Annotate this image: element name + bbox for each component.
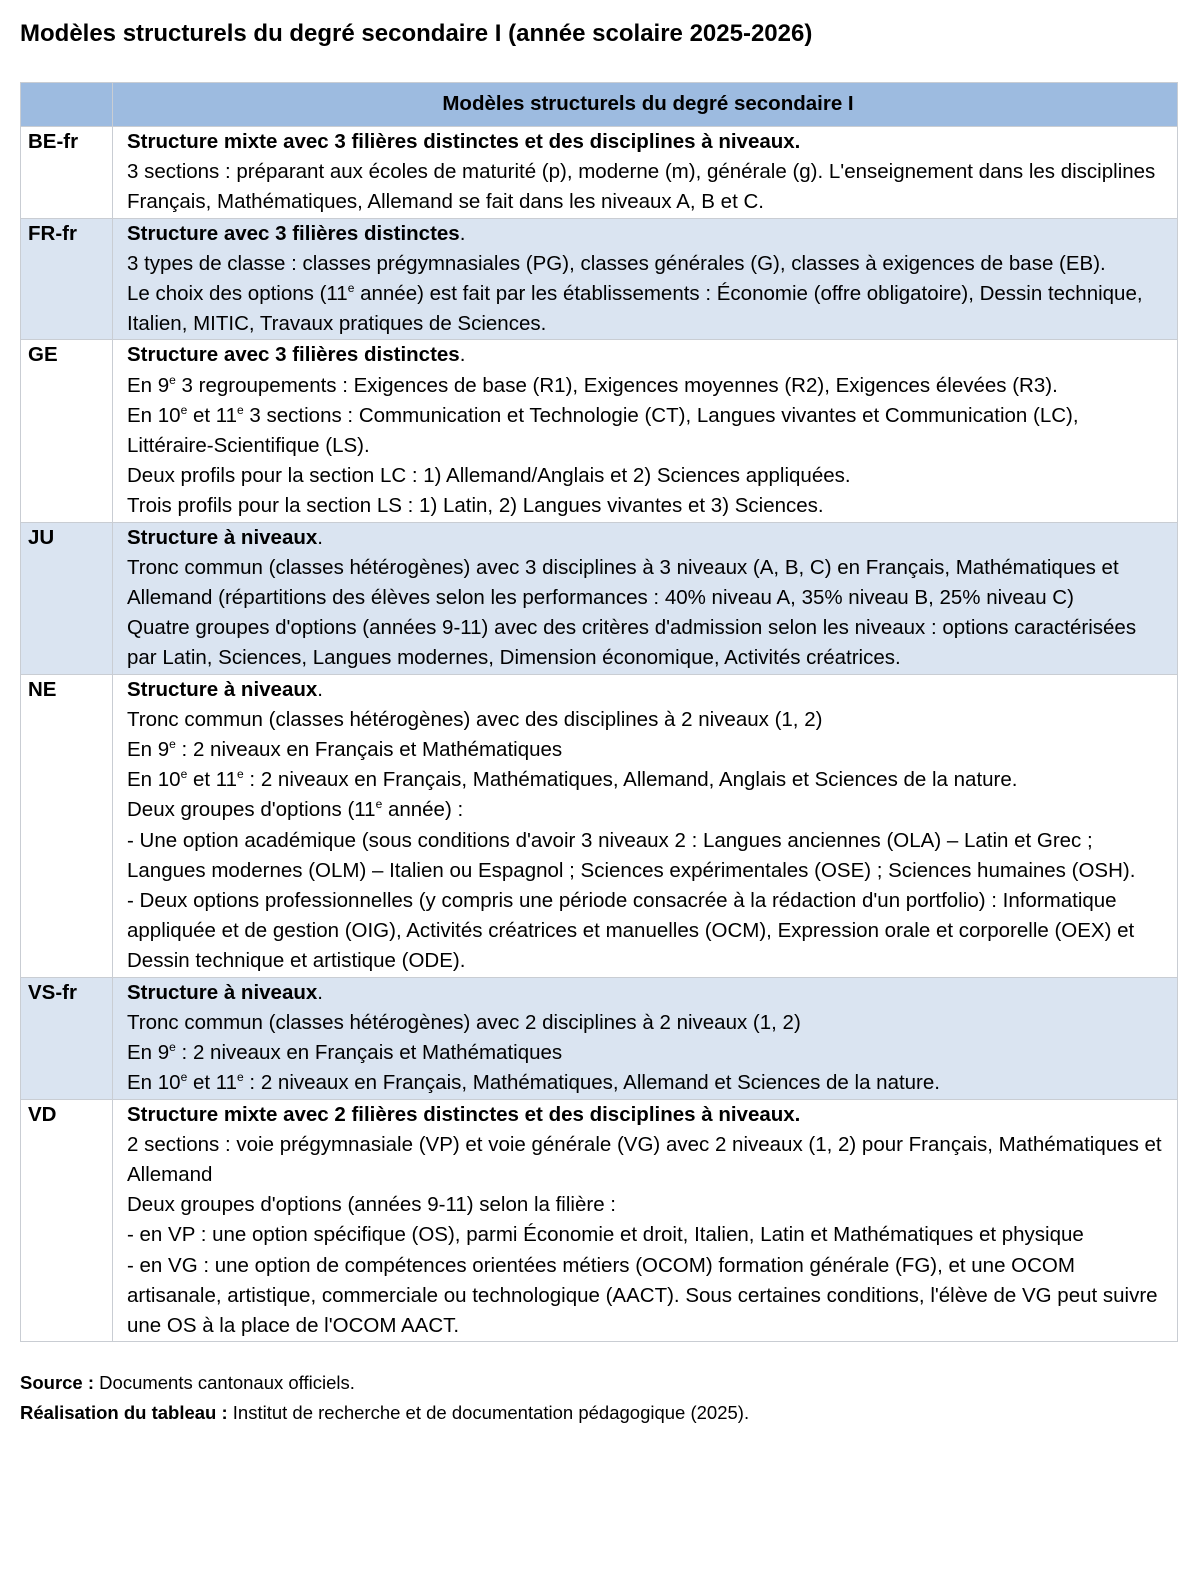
text-part: En 10 xyxy=(127,403,181,427)
source-text: Documents cantonaux officiels. xyxy=(94,1372,355,1394)
text-part: : 2 niveaux en Français et Mathématiques xyxy=(175,1041,563,1065)
table-row xyxy=(21,127,1178,219)
superscript: e xyxy=(237,403,244,417)
text-part: : 2 niveaux en Français et Mathématiques xyxy=(175,738,563,762)
description-line xyxy=(127,371,1169,401)
text-part: 3 sections : Communication et Technologie (CT), Langues vivantes et Communication (LC), Littéraire-Scientifique (LS). xyxy=(127,403,1079,458)
text-part: En 9 xyxy=(127,738,170,762)
table-row xyxy=(21,340,1178,522)
description-line: Quatre groupes d'options (années 9-11) avec des critères d'admission selon les niveaux : options caractérisées par Latin, Sciences, Langues modernes, Dimension économique, Activités créatrices. xyxy=(127,616,1137,670)
structure-lead: Structure mixte avec 3 filières distinctes et des disciplines à niveaux. xyxy=(127,130,801,153)
description-line: 3 types de classe : classes prégymnasiales (PG), classes générales (G), classes à exigences de base (EB). xyxy=(127,251,1106,275)
source-line xyxy=(20,1368,1178,1398)
credit-line xyxy=(20,1398,1178,1428)
description-line: 3 sections : préparant aux écoles de maturité (p), moderne (m), générale (g). L'enseignement dans les disciplines Français, Mathématiques, Allemand se fait dans les niveaux A, B et C. xyxy=(127,160,1156,214)
canton-cell: VS-fr xyxy=(21,977,113,1099)
description-cell xyxy=(113,674,1178,977)
description-cell xyxy=(113,127,1178,219)
superscript: e xyxy=(169,1040,176,1055)
description-line xyxy=(127,765,1169,795)
text-part: Le choix des options (11 xyxy=(127,282,348,306)
description-line xyxy=(127,1038,1169,1068)
superscript: e xyxy=(347,281,355,296)
description-cell xyxy=(113,1099,1178,1342)
canton-cell: JU xyxy=(21,522,113,674)
text-part: En 9 xyxy=(127,1041,170,1065)
superscript: e xyxy=(375,797,383,812)
description-line: - en VP : une option spécifique (OS), parmi Économie et droit, Italien, Latin et Mathématiques et physique xyxy=(127,1223,1084,1247)
description-line xyxy=(127,401,1169,461)
description-line: 2 sections : voie prégymnasiale (VP) et voie générale (VG) avec 2 niveaux (1, 2) pour Français, Mathématiques et Allemand xyxy=(127,1132,1162,1186)
table-row xyxy=(21,218,1178,340)
credit-label: Réalisation du tableau : xyxy=(20,1402,228,1424)
structure-lead: Structure avec 3 filières distinctes xyxy=(127,343,460,367)
lead-tail: . xyxy=(317,980,323,1004)
canton-cell: VD xyxy=(21,1099,113,1342)
lead-tail: . xyxy=(317,677,323,701)
superscript: e xyxy=(169,372,176,387)
description-line xyxy=(127,279,1169,339)
table-row xyxy=(21,522,1178,674)
canton-cell: FR-fr xyxy=(21,218,113,340)
description-line: - en VG : une option de compétences orientées métiers (OCOM) formation générale (FG), et une OCOM artisanale, artistique, commerciale ou technologique (AACT). Sous certaines conditions, l'élève de VG peut suivre une OS à la place de l'OCOM AACT. xyxy=(127,1253,1158,1337)
canton-cell: GE xyxy=(21,340,113,522)
superscript: e xyxy=(180,1070,188,1085)
lead-tail: . xyxy=(459,343,466,367)
description-line xyxy=(127,735,1169,765)
description-cell xyxy=(113,522,1178,674)
description-line: Trois profils pour la section LS : 1) Latin, 2) Langues vivantes et 3) Sciences. xyxy=(127,494,824,518)
description-cell xyxy=(113,218,1178,340)
description-line: - Deux options professionnelles (y compris une période consacrée à la rédaction d'un portfolio) : Informatique appliquée et de gestion (OIG), Activités créatrices et manuelles (OCM), Expression orale et corporelle (OEX) et Dessin technique et artistique (ODE). xyxy=(127,889,1135,973)
text-part: En 10 xyxy=(127,1071,181,1095)
superscript: e xyxy=(180,403,188,417)
structure-lead: Structure à niveaux xyxy=(127,980,318,1004)
description-line: - Une option académique (sous conditions d'avoir 3 niveaux 2 : Langues anciennes (OLA) – Latin et Grec ; Langues modernes (OLM) – Italien ou Espagnol ; Sciences expérimentales (OSE) ; Sciences humaines (OSH). xyxy=(127,828,1136,882)
text-part: et 11 xyxy=(187,768,238,792)
text-part: année) : xyxy=(382,798,464,822)
description-line xyxy=(127,795,1169,825)
text-part: et 11 xyxy=(187,1071,238,1095)
description-line xyxy=(127,1068,1169,1098)
text-part: En 9 xyxy=(127,373,170,397)
structure-lead: Structure avec 3 filières distinctes xyxy=(127,221,460,245)
table-row xyxy=(21,674,1178,977)
structure-lead: Structure mixte avec 2 filières distinctes et des disciplines à niveaux. xyxy=(127,1102,801,1126)
table-footer xyxy=(20,1368,1178,1428)
table-row xyxy=(21,977,1178,1099)
description-cell xyxy=(113,340,1178,522)
table-header-row xyxy=(21,83,1178,127)
text-part: En 10 xyxy=(127,768,181,792)
superscript: e xyxy=(169,737,176,752)
header-cell: Modèles structurels du degré secondaire I xyxy=(113,83,1178,127)
text-part: Deux groupes d'options (11 xyxy=(127,798,376,822)
source-label: Source : xyxy=(20,1372,95,1394)
description-line: Tronc commun (classes hétérogènes) avec 3 disciplines à 3 niveaux (A, B, C) en Français, Mathématiques et Allemand (répartitions des élèves selon les performances : 40% niveau A, 35% niveau B, 25% niveau C) xyxy=(127,555,1119,610)
text-part: : 2 niveaux en Français, Mathématiques, Allemand, Anglais et Sciences de la nature. xyxy=(243,768,1018,792)
superscript: e xyxy=(237,1070,244,1085)
text-part: et 11 xyxy=(187,403,238,427)
structure-table xyxy=(20,82,1178,1342)
structure-lead: Structure à niveaux xyxy=(127,525,318,549)
superscript: e xyxy=(237,767,244,782)
description-line: Tronc commun (classes hétérogènes) avec 2 disciplines à 2 niveaux (1, 2) xyxy=(127,1010,801,1034)
canton-cell: BE-fr xyxy=(21,127,113,219)
text-part: 3 regroupements : Exigences de base (R1), Exigences moyennes (R2), Exigences élevées (R3). xyxy=(175,373,1058,397)
canton-cell: NE xyxy=(21,674,113,977)
description-line: Tronc commun (classes hétérogènes) avec des disciplines à 2 niveaux (1, 2) xyxy=(127,707,823,731)
description-line: Deux groupes d'options (années 9-11) selon la filière : xyxy=(127,1193,616,1217)
credit-text: Institut de recherche et de documentation pédagogique (2025). xyxy=(227,1402,750,1424)
structure-lead: Structure à niveaux xyxy=(127,677,318,701)
description-line: Deux profils pour la section LC : 1) Allemand/Anglais et 2) Sciences appliquées. xyxy=(127,464,851,488)
table-row xyxy=(21,1099,1178,1342)
document-title: Modèles structurels du degré secondaire I (année scolaire 2025-2026) xyxy=(20,20,813,47)
text-part: année) est fait par les établissements : Économie (offre obligatoire), Dessin technique, Italien, MITIC, Travaux pratiques de Sciences. xyxy=(127,282,1143,336)
header-empty-cell xyxy=(21,83,113,127)
lead-tail: . xyxy=(459,221,466,245)
description-cell xyxy=(113,977,1178,1099)
lead-tail: . xyxy=(317,525,323,549)
text-part: : 2 niveaux en Français, Mathématiques, Allemand et Sciences de la nature. xyxy=(243,1071,940,1095)
superscript: e xyxy=(180,767,188,782)
